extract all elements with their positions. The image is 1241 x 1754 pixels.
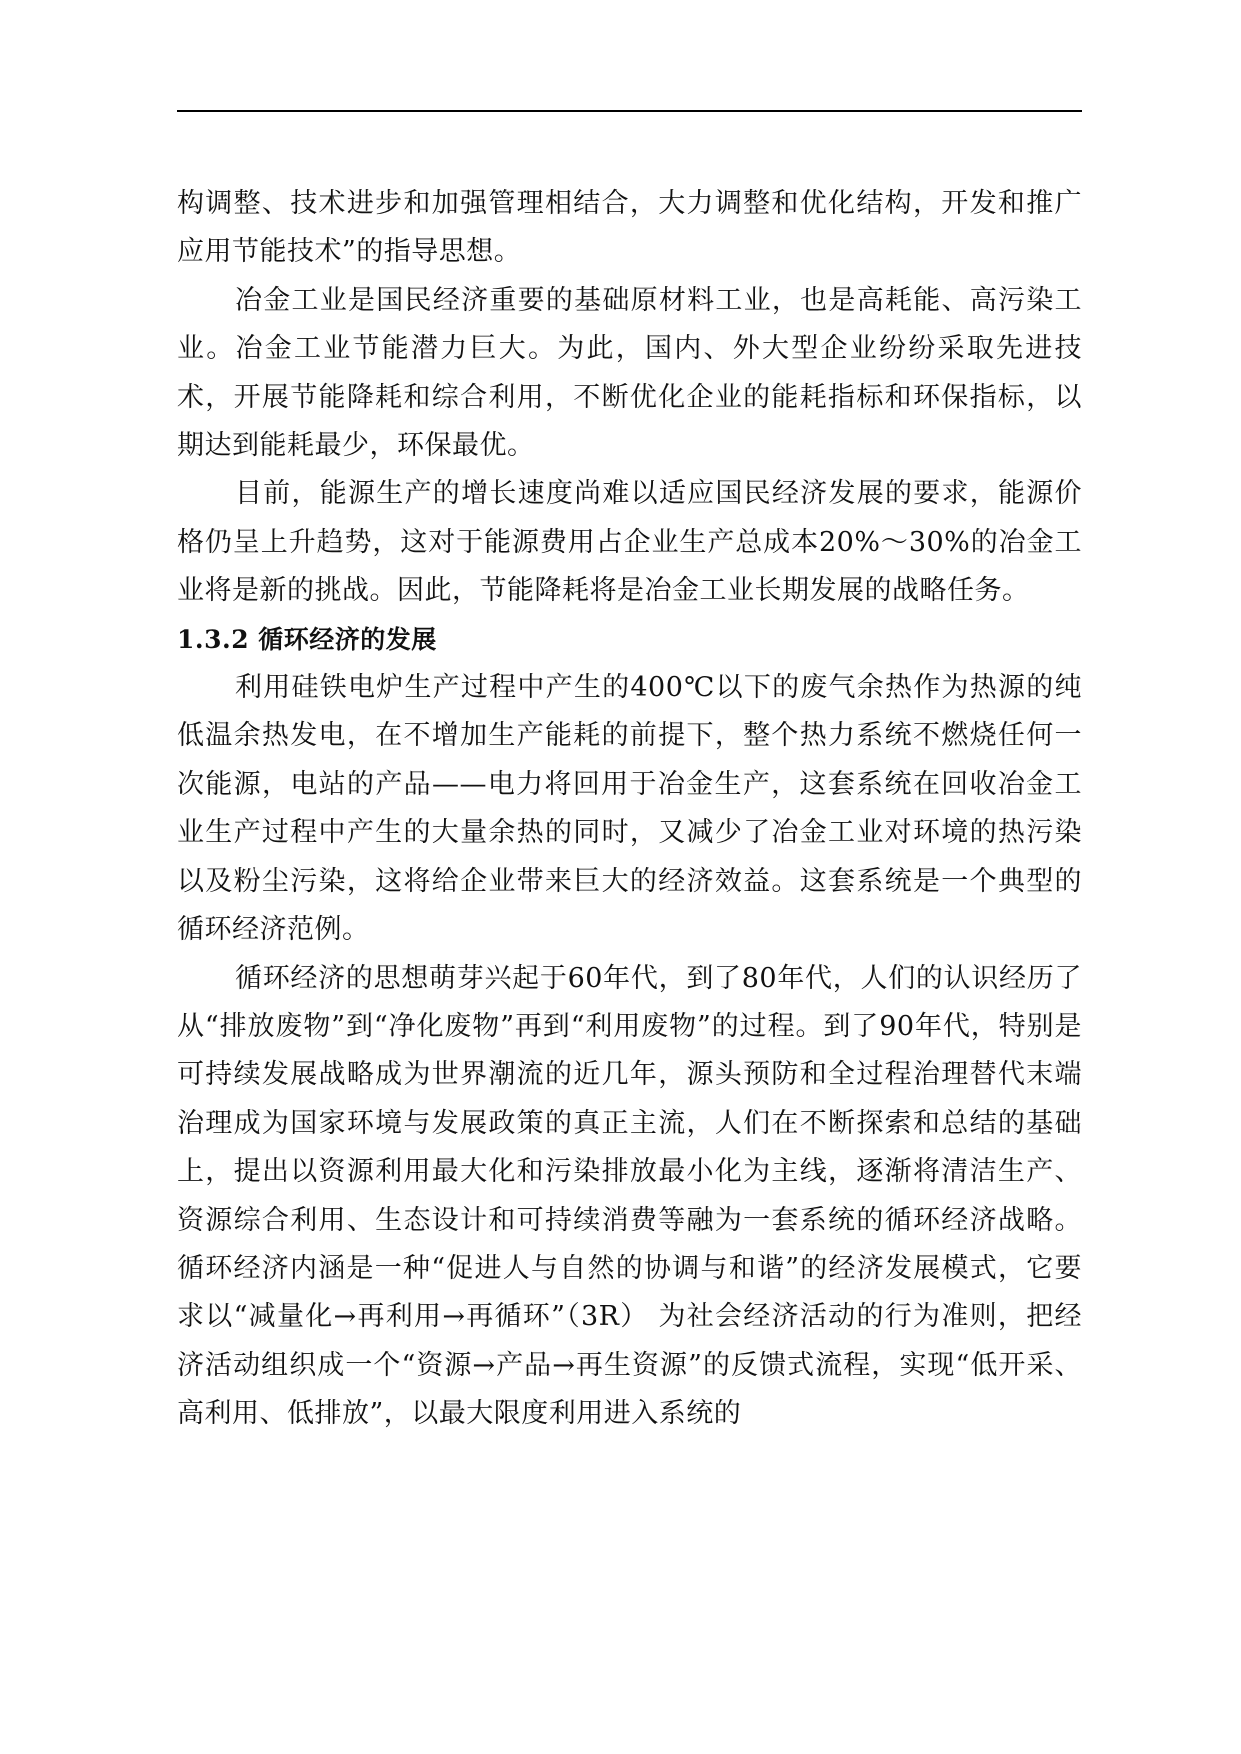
paragraph-circular-economy: 循环经济的思想萌芽兴起于60年代，到了80年代，人们的认识经历了从“排放废物”到“净化废物”再到“利用废物”的过程。到了90年代，特别是可持续发展战略成为世界潮流的近几年，源头预防和全过程治理替代末端治理成为国家环境与发展政策的真正主流，人们在不断探索和总结的基础上，提出以资源利用最大化和污染排放最小化为主线，逐渐将清洁生产、资源综合利用、生态设计和可持续消费等融为一套系统的循环经济战略。循环经济内涵是一种“促进人与自然的协调与和谐”的经济发展模式，它要求以“减量化→再利用→再循环”（3R） 为社会经济活动的行为准则，把经济活动组织成一个“资源→产品→再生资源”的反馈式流程，实现“低开采、高利用、低排放”，以最大限度利用进入系统的 xyxy=(177,962,1082,1430)
paragraph-waste-heat-power: 利用硅铁电炉生产过程中产生的400℃以下的废气余热作为热源的纯低温余热发电，在不增加生产能耗的前提下，整个热力系统不燃烧任何一次能源，电站的产品——电力将回用于冶金生产，这套系统在回收冶金工业生产过程中产生的大量余热的同时，又减少了冶金工业对环境的热污染以及粉尘污染，这将给企业带来巨大的经济效益。这套系统是一个典型的循环经济范例。 xyxy=(177,672,1082,946)
paragraph-energy-prices: 目前，能源生产的增长速度尚难以适应国民经济发展的要求，能源价格仍呈上升趋势，这对于能源费用占企业生产总成本20%～30%的冶金工业将是新的挑战。因此，节能降耗将是冶金工业长期发展的战略任务。 xyxy=(177,478,1082,607)
paragraph-continuation: 构调整、技术进步和加强管理相结合，大力调整和优化结构，开发和推广应用节能技术”的指导思想。 xyxy=(177,188,1082,268)
document-body xyxy=(177,180,1082,1439)
paragraph-metallurgy-industry: 冶金工业是国民经济重要的基础原材料工业，也是高耗能、高污染工业。冶金工业节能潜力巨大。为此，国内、外大型企业纷纷采取先进技术，开展节能降耗和综合利用，不断优化企业的能耗指标和环保指标，以期达到能耗最少，环保最优。 xyxy=(177,284,1082,462)
header-rule xyxy=(177,110,1082,112)
section-heading: 1.3.2 循环经济的发展 xyxy=(177,624,437,654)
